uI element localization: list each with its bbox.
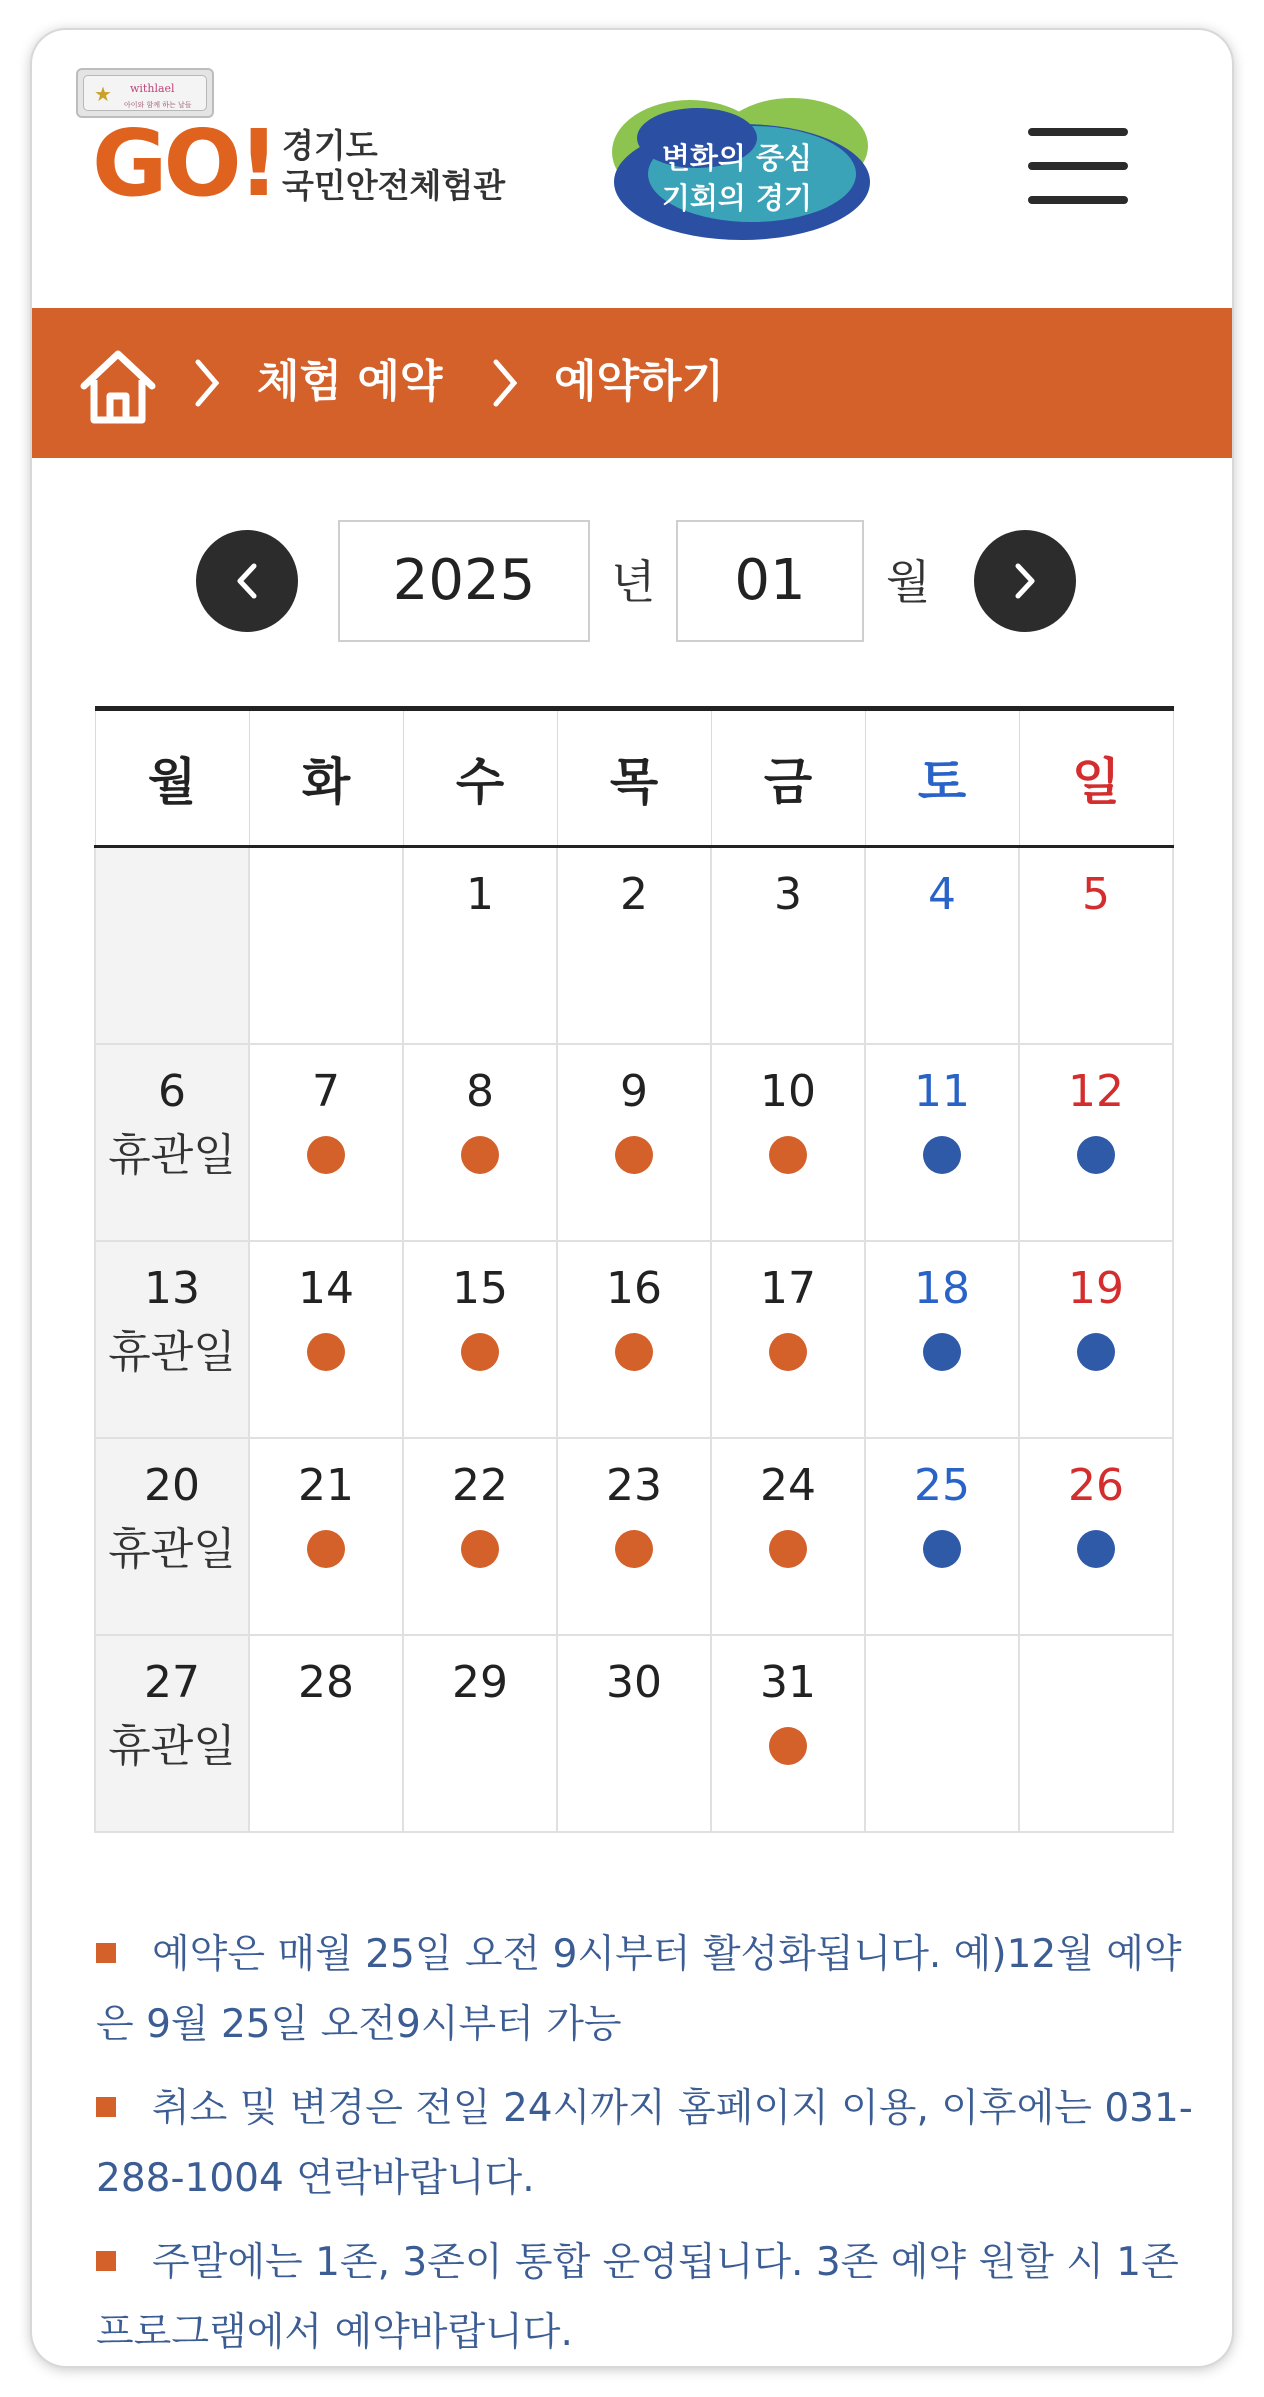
availability-dot-icon (769, 1333, 807, 1371)
calendar-day-cell[interactable] (865, 1044, 1019, 1241)
day-number: 17 (760, 1263, 816, 1314)
calendar-day-cell (249, 1635, 403, 1832)
page-frame (32, 30, 1232, 2366)
closed-day-label: 휴관일 (108, 1721, 236, 1772)
day-number: 13 (144, 1263, 200, 1314)
day-number: 16 (606, 1263, 662, 1314)
weekday-mon: 월 (95, 709, 249, 847)
calendar-day-cell (557, 847, 711, 1045)
calendar-day-cell[interactable] (865, 1438, 1019, 1635)
chevron-left-icon (196, 530, 298, 632)
hamburger-bar (1028, 162, 1128, 170)
availability-dot-icon (615, 1333, 653, 1371)
calendar-day-cell[interactable] (711, 1044, 865, 1241)
day-number: 25 (914, 1460, 970, 1511)
calendar-day-cell[interactable] (249, 1438, 403, 1635)
availability-dot-icon (461, 1136, 499, 1174)
availability-dot-icon (307, 1530, 345, 1568)
closed-day-label: 휴관일 (108, 1130, 236, 1181)
weekday-thu: 목 (557, 709, 711, 847)
notice-text: 예약은 매월 25일 오전 9시부터 활성화됩니다. 예)12월 예약은 9월 25일 오전9시부터 가능 (96, 1932, 1182, 2047)
reservation-notices (96, 1920, 1200, 2366)
day-number: 10 (760, 1066, 816, 1117)
notice-item (96, 1920, 1200, 2060)
calendar-week-row (95, 1438, 1173, 1635)
availability-dot-icon (307, 1333, 345, 1371)
weekday-sat: 토 (865, 709, 1019, 847)
hamburger-menu-icon (1028, 128, 1128, 136)
calendar-day-cell[interactable] (249, 1241, 403, 1438)
day-number: 1 (466, 869, 494, 920)
slogan-line1: 변화의 중심 (661, 141, 813, 175)
calendar-empty-cell (95, 847, 249, 1045)
weekday-tue: 화 (249, 709, 403, 847)
logo-go-mark: GO! (92, 110, 276, 217)
availability-dot-icon (923, 1333, 961, 1371)
badge-title: withlael (130, 82, 175, 95)
calendar-day-cell[interactable] (1019, 1438, 1173, 1635)
day-number: 14 (298, 1263, 354, 1314)
calendar-week-row (95, 1635, 1173, 1832)
calendar-day-cell[interactable] (711, 1241, 865, 1438)
availability-dot-icon (769, 1530, 807, 1568)
availability-dot-icon (461, 1530, 499, 1568)
day-number: 6 (158, 1066, 186, 1117)
calendar-day-cell[interactable] (711, 1438, 865, 1635)
calendar-day-cell (865, 847, 1019, 1045)
closed-day-label: 휴관일 (108, 1524, 236, 1575)
hamburger-bar (1028, 196, 1128, 204)
calendar-day-cell (95, 1438, 249, 1635)
badge-subtitle: 아이와 함께 하는 날들 (124, 101, 192, 109)
day-number: 11 (914, 1066, 970, 1117)
availability-dot-icon (923, 1530, 961, 1568)
calendar-week-row (95, 1044, 1173, 1241)
slogan-line2: 기회의 경기 (661, 181, 813, 215)
availability-dot-icon (615, 1136, 653, 1174)
day-number: 20 (144, 1460, 200, 1511)
calendar-day-cell (95, 1044, 249, 1241)
day-number: 3 (774, 869, 802, 920)
availability-dot-icon (1077, 1530, 1115, 1568)
notice-item (96, 2228, 1200, 2366)
day-number: 8 (466, 1066, 494, 1117)
day-number: 29 (452, 1657, 508, 1708)
day-number: 21 (298, 1460, 354, 1511)
day-number: 27 (144, 1657, 200, 1708)
chevron-right-icon (490, 356, 520, 410)
day-number: 24 (760, 1460, 816, 1511)
notice-item (96, 2074, 1200, 2214)
day-number: 19 (1068, 1263, 1124, 1314)
calendar-day-cell[interactable] (1019, 1241, 1173, 1438)
star-icon: ★ (94, 82, 112, 106)
calendar-day-cell[interactable] (557, 1241, 711, 1438)
availability-dot-icon (923, 1136, 961, 1174)
calendar-day-cell (557, 1635, 711, 1832)
availability-dot-icon (769, 1136, 807, 1174)
weekday-wed: 수 (403, 709, 557, 847)
availability-dot-icon (1077, 1136, 1115, 1174)
prev-month-button[interactable] (196, 530, 298, 632)
home-button[interactable] (78, 346, 158, 426)
calendar-day-cell[interactable] (249, 1044, 403, 1241)
calendar-day-cell (711, 847, 865, 1045)
day-number: 5 (1082, 869, 1110, 920)
calendar-day-cell[interactable] (557, 1044, 711, 1241)
day-number: 15 (452, 1263, 508, 1314)
bullet-square-icon (96, 2097, 116, 2117)
calendar-day-cell (403, 847, 557, 1045)
year-field[interactable]: 2025 (338, 520, 590, 642)
day-number: 18 (914, 1263, 970, 1314)
bullet-square-icon (96, 2251, 116, 2271)
availability-dot-icon (1077, 1333, 1115, 1371)
calendar-body (95, 847, 1173, 1833)
logo-line2: 국민안전체험관 (282, 166, 506, 205)
calendar-day-cell (95, 1635, 249, 1832)
breadcrumb-item-reservation[interactable]: 체험 예약 (257, 356, 443, 407)
calendar-day-cell (403, 1635, 557, 1832)
day-number: 30 (606, 1657, 662, 1708)
bullet-square-icon (96, 1943, 116, 1963)
day-number: 31 (760, 1657, 816, 1708)
calendar-day-cell[interactable] (711, 1635, 865, 1832)
gyeonggi-slogan-logo (602, 94, 872, 244)
calendar-day-cell[interactable] (403, 1438, 557, 1635)
chevron-right-icon (974, 530, 1076, 632)
notice-text: 취소 및 변경은 전일 24시까지 홈페이지 이용, 이후에는 031-288-1004 연락바랍니다. (96, 2086, 1193, 2201)
weekday-fri: 금 (711, 709, 865, 847)
notice-text: 주말에는 1존, 3존이 통합 운영됩니다. 3존 예약 원할 시 1존 프로그램에서 예약바랍니다. (96, 2240, 1179, 2355)
day-number: 22 (452, 1460, 508, 1511)
calendar-empty-cell (249, 847, 403, 1045)
day-number: 26 (1068, 1460, 1124, 1511)
reservation-calendar (94, 706, 1174, 1833)
logo-text (282, 126, 505, 206)
calendar-week-row (95, 1241, 1173, 1438)
month-unit-label: 월 (886, 555, 931, 609)
day-number: 7 (312, 1066, 340, 1117)
calendar-week-row (95, 847, 1173, 1045)
day-number: 2 (620, 869, 648, 920)
calendar-day-cell[interactable] (403, 1241, 557, 1438)
availability-dot-icon (461, 1333, 499, 1371)
calendar-day-cell[interactable] (557, 1438, 711, 1635)
calendar-day-cell (1019, 847, 1173, 1045)
breadcrumb (32, 308, 1232, 458)
weekday-header-row (95, 709, 1173, 847)
availability-dot-icon (615, 1530, 653, 1568)
day-number: 28 (298, 1657, 354, 1708)
next-month-button[interactable] (974, 530, 1076, 632)
closed-day-label: 휴관일 (108, 1327, 236, 1378)
year-unit-label: 년 (611, 555, 656, 609)
home-icon (78, 346, 158, 426)
chevron-right-icon (192, 356, 222, 410)
site-logo[interactable] (32, 30, 552, 308)
calendar-day-cell[interactable] (1019, 1044, 1173, 1241)
weekday-sun: 일 (1019, 709, 1173, 847)
site-header (32, 30, 1232, 308)
day-number: 4 (928, 869, 956, 920)
availability-dot-icon (769, 1727, 807, 1765)
day-number: 23 (606, 1460, 662, 1511)
calendar-empty-cell (865, 1635, 1019, 1832)
calendar-day-cell (95, 1241, 249, 1438)
calendar-empty-cell (1019, 1635, 1173, 1832)
calendar-day-cell[interactable] (865, 1241, 1019, 1438)
logo-line1: 경기도 (282, 126, 378, 165)
day-number: 12 (1068, 1066, 1124, 1117)
breadcrumb-item-book[interactable]: 예약하기 (554, 356, 725, 407)
availability-dot-icon (307, 1136, 345, 1174)
day-number: 9 (620, 1066, 648, 1117)
hamburger-menu-button[interactable] (1028, 128, 1128, 208)
calendar-day-cell[interactable] (403, 1044, 557, 1241)
month-field[interactable]: 01 (676, 520, 864, 642)
